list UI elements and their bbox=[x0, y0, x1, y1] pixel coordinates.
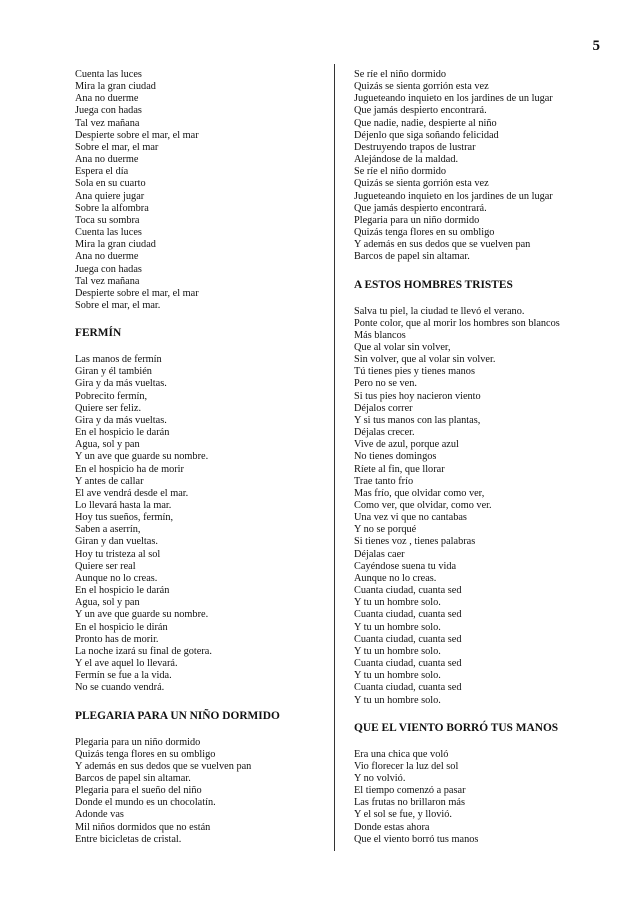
verse-line: Y tu un hombre solo. bbox=[354, 621, 441, 633]
verse-line: Entre bicicletas de cristal. bbox=[75, 833, 182, 845]
verse-line: Plegaria para el sueño del niño bbox=[75, 785, 202, 797]
verse-line: Agua, sol y pan bbox=[75, 597, 140, 609]
verse-line: Y tu un hombre solo. bbox=[354, 670, 441, 682]
verse-line: Quizás tenga flores en su ombligo bbox=[75, 748, 216, 760]
verse-line: Ponte color, que al morir los hombres son blancos bbox=[354, 317, 560, 329]
verse-line: Agua, sol y pan bbox=[75, 439, 140, 451]
verse-line: Y un ave que guarde su nombre. bbox=[75, 609, 209, 621]
verse-line: Gira y da más vueltas. bbox=[75, 414, 167, 426]
verse-line: Juega con hadas bbox=[75, 263, 142, 275]
verse-line: Déjenlo que siga soñando felicidad bbox=[354, 129, 499, 141]
verse-line: Ana no duerme bbox=[75, 154, 139, 166]
verse-line: Plegaria para un niño dormido bbox=[75, 736, 201, 748]
verse-line: Sobre el mar, el mar. bbox=[75, 299, 161, 311]
poem-fermin bbox=[75, 354, 325, 694]
verse-line: El ave vendrá desde el mar. bbox=[75, 487, 189, 499]
verse-line: Se ríe el niño dormido bbox=[354, 69, 447, 80]
verse-line: Y si tus manos con las plantas, bbox=[354, 414, 481, 426]
verse-line: Quizás tenga flores en su ombligo bbox=[354, 227, 495, 239]
verse-line: Jugueteando inquieto en los jardines de un lugar bbox=[354, 93, 553, 105]
verse-line: Era una chica que voló bbox=[354, 748, 449, 760]
verse-line: Quizás se sienta gorrión esta vez bbox=[354, 178, 489, 190]
verse-line: Tal vez mañana bbox=[75, 117, 140, 129]
verse-line: Y el ave aquel lo llevará. bbox=[75, 658, 178, 670]
verse-line: Mil niños dormidos que no están bbox=[75, 821, 211, 833]
verse-line: Ana quiere jugar bbox=[75, 190, 145, 202]
verse-line: Gira y da más vueltas. bbox=[75, 378, 167, 390]
verse-line: Pero no se ven. bbox=[354, 378, 417, 390]
verse-line: Sola en su cuarto bbox=[75, 178, 146, 190]
verse-line: Pronto has de morir. bbox=[75, 633, 159, 645]
verse-line: Déjalos correr bbox=[354, 402, 413, 414]
verse-line: Trae tanto frío bbox=[354, 475, 414, 487]
verse-line: Quizás se sienta gorrión esta vez bbox=[354, 81, 489, 93]
verse-line: Despierte sobre el mar, el mar bbox=[75, 129, 199, 141]
verse-line: Las frutas no brillaron más bbox=[354, 797, 465, 809]
verse-line: Que el viento borró tus manos bbox=[354, 833, 479, 845]
verse-line: En el hospicio le darán bbox=[75, 427, 170, 439]
verse-line: Cuanta ciudad, cuanta sed bbox=[354, 658, 462, 670]
verse-line: Cuanta ciudad, cuanta sed bbox=[354, 682, 462, 694]
verse-line: Y antes de callar bbox=[75, 475, 144, 487]
verse-line: No se cuando vendrá. bbox=[75, 682, 165, 694]
verse-line: Jugueteando inquieto en los jardines de un lugar bbox=[354, 190, 553, 202]
verse-line: Ana no duerme bbox=[75, 93, 139, 105]
verse-line: Como ver, que olvidar, como ver. bbox=[354, 500, 492, 511]
verse-line: Sobre el mar, el mar bbox=[75, 141, 159, 153]
verse-line: Quiere ser feliz. bbox=[75, 402, 142, 414]
verse-line: Espera el día bbox=[75, 166, 129, 178]
poem-title-viento: QUE EL VIENTO BORRÓ TUS MANOS bbox=[354, 721, 559, 734]
verse-line: Donde el mundo es un chocolatín. bbox=[75, 797, 216, 809]
left-column bbox=[75, 69, 325, 846]
verse-line: Tal vez mañana bbox=[75, 275, 140, 287]
verse-line: Cuanta ciudad, cuanta sed bbox=[354, 609, 462, 621]
verse-line: Cuanta ciudad, cuanta sed bbox=[354, 585, 462, 597]
verse-line: Lo llevará hasta la mar. bbox=[75, 500, 172, 511]
poem-plegaria bbox=[75, 737, 325, 846]
verse-line: Que jamás despierto encontrará. bbox=[354, 105, 487, 117]
page-number: 5 bbox=[592, 38, 600, 54]
right-column bbox=[354, 69, 614, 846]
verse-line: En el hospicio le dirán bbox=[75, 621, 168, 633]
poem-title-plegaria: PLEGARIA PARA UN NIÑO DORMIDO bbox=[75, 709, 280, 722]
verse-line: La noche izará su final de gotera. bbox=[75, 645, 212, 657]
verse-line: Mira la gran ciudad bbox=[75, 239, 156, 251]
verse-line: Mira la gran ciudad bbox=[75, 81, 156, 93]
verse-line: Vive de azul, porque azul bbox=[354, 439, 459, 451]
verse-line: Destruyendo trapos de lustrar bbox=[354, 141, 476, 153]
verse-line: Y además en sus dedos que se vuelven pan bbox=[75, 760, 252, 772]
verse-line: Y un ave que guarde su nombre. bbox=[75, 451, 209, 463]
verse-line: Alejándose de la maldad. bbox=[354, 154, 459, 166]
verse-line: Y no volvió. bbox=[354, 772, 406, 784]
verse-line: Sin volver, que al volar sin volver. bbox=[354, 354, 496, 366]
verse-line: Adonde vas bbox=[75, 809, 124, 821]
verse-line: Y tu un hombre solo. bbox=[354, 597, 441, 609]
verse-line: No tienes domingos bbox=[354, 451, 437, 463]
poem-title-fermin: FERMÍN bbox=[75, 327, 122, 340]
verse-line: Si tienes voz , tienes palabras bbox=[354, 536, 476, 548]
verse-line: Se ríe el niño dormido bbox=[354, 166, 447, 178]
verse-line: Hoy tus sueños, fermín, bbox=[75, 512, 174, 524]
verse-line: Aunque no lo creas. bbox=[354, 572, 437, 584]
verse-line: Y además en sus dedos que se vuelven pan bbox=[354, 239, 531, 251]
poem-viento bbox=[354, 749, 614, 846]
verse-line: Más blancos bbox=[354, 329, 406, 341]
verse-line: Donde estas ahora bbox=[354, 821, 430, 833]
verse-line: Salva tu piel, la ciudad te llevó el verano. bbox=[354, 305, 525, 317]
verse-line: Y tu un hombre solo. bbox=[354, 645, 441, 657]
verse-line: Barcos de papel sin altamar. bbox=[354, 251, 470, 263]
verse-line: Y tu un hombre solo. bbox=[354, 694, 441, 706]
verse-line: Fermín se fue a la vida. bbox=[75, 670, 172, 682]
verse-line: Cuanta ciudad, cuanta sed bbox=[354, 633, 462, 645]
verse-line: Giran y él también bbox=[75, 366, 152, 378]
verse-line: Vio florecer la luz del sol bbox=[354, 760, 459, 772]
verse-line: Barcos de papel sin altamar. bbox=[75, 772, 191, 784]
verse-line: Juega con hadas bbox=[75, 105, 142, 117]
verse-line: Si tus pies hoy nacieron viento bbox=[354, 390, 481, 402]
verse-line: Quiere ser real bbox=[75, 560, 136, 572]
verse-line: Plegaria para un niño dormido bbox=[354, 214, 480, 226]
poem-ana bbox=[75, 69, 325, 312]
column-divider bbox=[334, 64, 335, 851]
verse-line: Y no se porqué bbox=[354, 524, 417, 536]
verse-line: Que al volar sin volver, bbox=[354, 341, 451, 353]
verse-line: Que nadie, nadie, despierte al niño bbox=[354, 117, 497, 129]
verse-line: En el hospicio ha de morir bbox=[75, 463, 184, 475]
verse-line: Despierte sobre el mar, el mar bbox=[75, 287, 199, 299]
verse-line: Ríete al fin, que llorar bbox=[354, 463, 445, 475]
verse-line: Las manos de fermín bbox=[75, 354, 162, 366]
verse-line: Cuenta las luces bbox=[75, 227, 142, 239]
verse-line: Tú tienes pies y tienes manos bbox=[354, 366, 475, 378]
verse-line: Y el sol se fue, y llovió. bbox=[354, 809, 452, 821]
poem-hombres-tristes bbox=[354, 306, 614, 707]
verse-line: Déjalas caer bbox=[354, 548, 405, 560]
verse-line: Cayéndose suena tu vida bbox=[354, 560, 457, 572]
verse-line: Que jamás despierto encontrará. bbox=[354, 202, 487, 214]
verse-line: Mas frío, que olvidar como ver, bbox=[354, 487, 485, 499]
verse-line: Saben a aserrín, bbox=[75, 524, 141, 536]
poem-plegaria-continued bbox=[354, 69, 614, 264]
verse-line: Toca su sombra bbox=[75, 214, 140, 226]
verse-line: Sobre la alfombra bbox=[75, 202, 149, 214]
verse-line: Déjalas crecer. bbox=[354, 427, 415, 439]
poem-title-hombres-tristes: A ESTOS HOMBRES TRISTES bbox=[354, 278, 513, 291]
verse-line: Pobrecito fermín, bbox=[75, 390, 148, 402]
verse-line: El tiempo comenzó a pasar bbox=[354, 785, 466, 797]
verse-line: En el hospicio le darán bbox=[75, 585, 170, 597]
verse-line: Una vez vi que no cantabas bbox=[354, 512, 467, 524]
verse-line: Cuenta las luces bbox=[75, 69, 142, 80]
verse-line: Ana no duerme bbox=[75, 251, 139, 263]
verse-line: Aunque no lo creas. bbox=[75, 572, 158, 584]
verse-line: Giran y dan vueltas. bbox=[75, 536, 158, 548]
verse-line: Hoy tu tristeza al sol bbox=[75, 548, 161, 560]
